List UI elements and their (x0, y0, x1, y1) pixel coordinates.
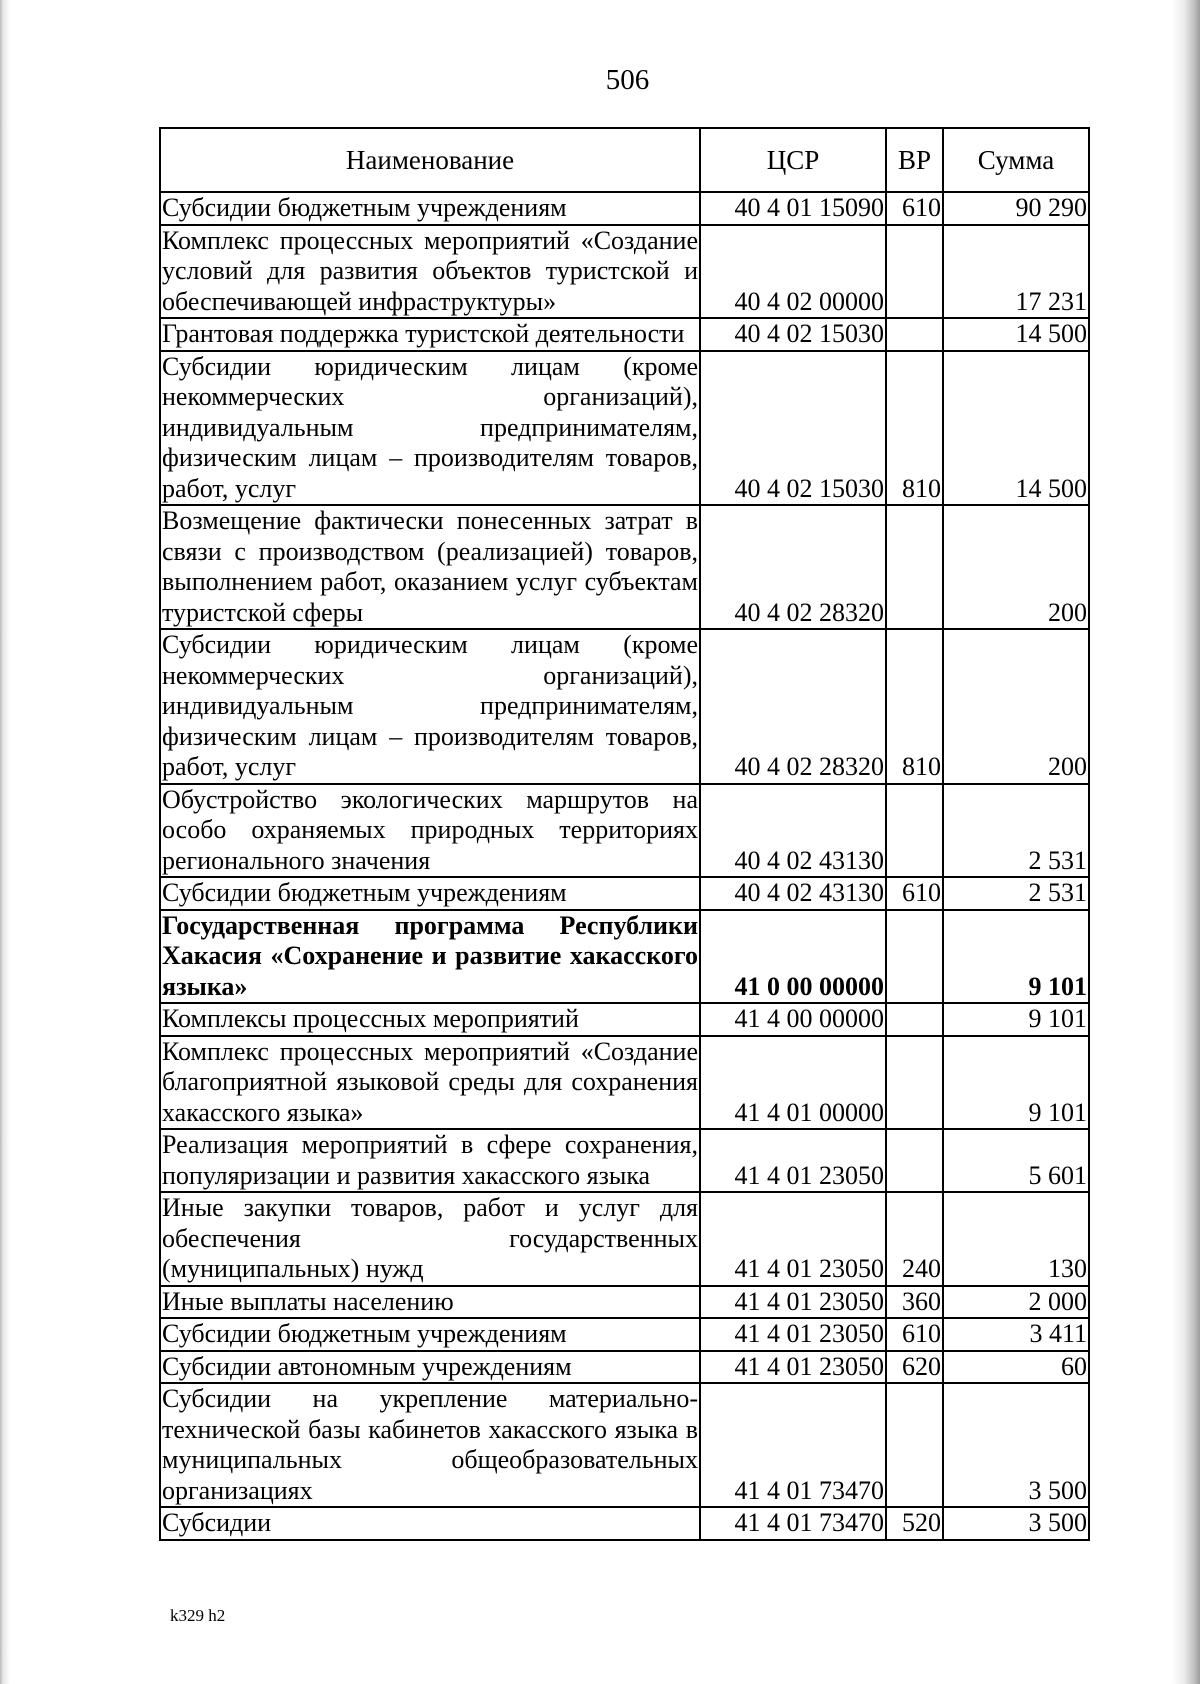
row-csr-cell: 41 4 01 23050 (700, 1192, 886, 1286)
table-row (160, 1383, 1089, 1507)
row-name-cell: Иные закупки товаров, работ и услуг для обеспечения государственных (муниципальных) нужд (160, 1192, 700, 1286)
row-name-cell: Субсидии юридическим лицам (кроме некоммерческих организаций), индивидуальным предпринимателям, физическим лицам – производителям товаров, работ, услуг (160, 629, 700, 784)
row-vr-cell: 240 (886, 1192, 943, 1286)
row-sum-cell: 3 411 (943, 1318, 1089, 1351)
row-csr-cell: 41 4 01 23050 (700, 1351, 886, 1384)
row-sum-cell: 9 101 (943, 1036, 1089, 1130)
row-vr-cell: 520 (886, 1507, 943, 1540)
row-name-cell: Обустройство экологических маршрутов на особо охраняемых природных территориях регионального значения (160, 784, 700, 878)
row-csr-cell: 41 4 01 23050 (700, 1318, 886, 1351)
table-body (160, 192, 1089, 1540)
row-vr-cell (886, 318, 943, 351)
row-csr-cell: 41 4 00 00000 (700, 1003, 886, 1036)
row-sum-cell: 2 531 (943, 784, 1089, 878)
row-sum-cell: 200 (943, 505, 1089, 629)
table-row (160, 225, 1089, 319)
row-name-cell: Субсидии юридическим лицам (кроме некоммерческих организаций), индивидуальным предпринимателям, физическим лицам – производителям товаров, работ, услуг (160, 351, 700, 506)
row-csr-cell: 40 4 02 28320 (700, 629, 886, 784)
row-vr-cell (886, 1036, 943, 1130)
table-row (160, 192, 1089, 225)
page-number: 506 (605, 64, 650, 96)
row-name-cell: Государственная программа Республики Хакасия «Сохранение и развитие хакасского языка» (160, 910, 700, 1004)
row-name-cell: Субсидии бюджетным учреждениям (160, 1318, 700, 1351)
row-vr-cell: 620 (886, 1351, 943, 1384)
row-name-cell: Субсидии (160, 1507, 700, 1540)
row-sum-cell: 17 231 (943, 225, 1089, 319)
row-name-cell: Субсидии на укрепление материально-технической базы кабинетов хакасского языка в муниципальных общеобразовательных организациях (160, 1383, 700, 1507)
table-row (160, 1036, 1089, 1130)
header-row (160, 128, 1089, 192)
row-name-cell: Иные выплаты населению (160, 1286, 700, 1319)
header-sum: Сумма (943, 128, 1089, 192)
row-name-cell: Комплекс процессных мероприятий «Создание условий для развития объектов туристской и обеспечивающей инфраструктуры» (160, 225, 700, 319)
table-header (160, 128, 1089, 192)
row-vr-cell (886, 1383, 943, 1507)
row-csr-cell: 41 4 01 23050 (700, 1129, 886, 1192)
row-sum-cell: 2 531 (943, 877, 1089, 910)
footer-code: k329 h2 (170, 1606, 226, 1625)
row-sum-cell: 5 601 (943, 1129, 1089, 1192)
table-row (160, 318, 1089, 351)
row-name-cell: Комплексы процессных мероприятий (160, 1003, 700, 1036)
row-csr-cell: 40 4 02 43130 (700, 877, 886, 910)
row-csr-cell: 41 4 01 73470 (700, 1507, 886, 1540)
table-row (160, 784, 1089, 878)
table-row (160, 877, 1089, 910)
row-csr-cell: 41 4 01 73470 (700, 1383, 886, 1507)
row-sum-cell: 9 101 (943, 1003, 1089, 1036)
row-vr-cell: 810 (886, 629, 943, 784)
table-row (160, 1286, 1089, 1319)
row-sum-cell: 90 290 (943, 192, 1089, 225)
row-sum-cell: 14 500 (943, 318, 1089, 351)
row-sum-cell: 130 (943, 1192, 1089, 1286)
row-name-cell: Субсидии бюджетным учреждениям (160, 877, 700, 910)
row-csr-cell: 41 4 01 23050 (700, 1286, 886, 1319)
table-row (160, 1507, 1089, 1540)
row-csr-cell: 40 4 02 43130 (700, 784, 886, 878)
table-row (160, 1003, 1089, 1036)
table-row (160, 351, 1089, 506)
row-sum-cell: 200 (943, 629, 1089, 784)
row-name-cell: Грантовая поддержка туристской деятельности (160, 318, 700, 351)
table-row (160, 1351, 1089, 1384)
table-row (160, 1192, 1089, 1286)
row-name-cell: Комплекс процессных мероприятий «Создание благоприятной языковой среды для сохранения хакасского языка» (160, 1036, 700, 1130)
row-name-cell: Реализация мероприятий в сфере сохранения, популяризации и развития хакасского языка (160, 1129, 700, 1192)
row-csr-cell: 41 4 01 00000 (700, 1036, 886, 1130)
row-vr-cell (886, 910, 943, 1004)
row-csr-cell: 40 4 02 00000 (700, 225, 886, 319)
row-vr-cell (886, 1129, 943, 1192)
row-vr-cell: 610 (886, 192, 943, 225)
row-vr-cell (886, 225, 943, 319)
row-sum-cell: 2 000 (943, 1286, 1089, 1319)
budget-table (159, 127, 1090, 1541)
row-csr-cell: 41 0 00 00000 (700, 910, 886, 1004)
header-csr: ЦСР (700, 128, 886, 192)
row-csr-cell: 40 4 01 15090 (700, 192, 886, 225)
header-vr: ВР (886, 128, 943, 192)
row-vr-cell (886, 505, 943, 629)
row-csr-cell: 40 4 02 15030 (700, 318, 886, 351)
row-vr-cell: 360 (886, 1286, 943, 1319)
row-vr-cell: 610 (886, 1318, 943, 1351)
scan-edge-left (0, 0, 10, 1684)
row-vr-cell: 810 (886, 351, 943, 506)
row-sum-cell: 3 500 (943, 1507, 1089, 1540)
row-sum-cell: 60 (943, 1351, 1089, 1384)
table-row (160, 1318, 1089, 1351)
table-row (160, 505, 1089, 629)
scan-edge-right (1172, 0, 1200, 1684)
row-csr-cell: 40 4 02 15030 (700, 351, 886, 506)
table-row (160, 910, 1089, 1004)
header-name: Наименование (160, 128, 700, 192)
row-sum-cell: 9 101 (943, 910, 1089, 1004)
row-name-cell: Субсидии бюджетным учреждениям (160, 192, 700, 225)
row-vr-cell (886, 1003, 943, 1036)
row-name-cell: Субсидии автономным учреждениям (160, 1351, 700, 1384)
row-vr-cell: 610 (886, 877, 943, 910)
table-row (160, 1129, 1089, 1192)
row-csr-cell: 40 4 02 28320 (700, 505, 886, 629)
row-sum-cell: 3 500 (943, 1383, 1089, 1507)
row-vr-cell (886, 784, 943, 878)
row-name-cell: Возмещение фактически понесенных затрат в связи с производством (реализацией) товаров, выполнением работ, оказанием услуг субъектам туристской сферы (160, 505, 700, 629)
row-sum-cell: 14 500 (943, 351, 1089, 506)
table-row (160, 629, 1089, 784)
